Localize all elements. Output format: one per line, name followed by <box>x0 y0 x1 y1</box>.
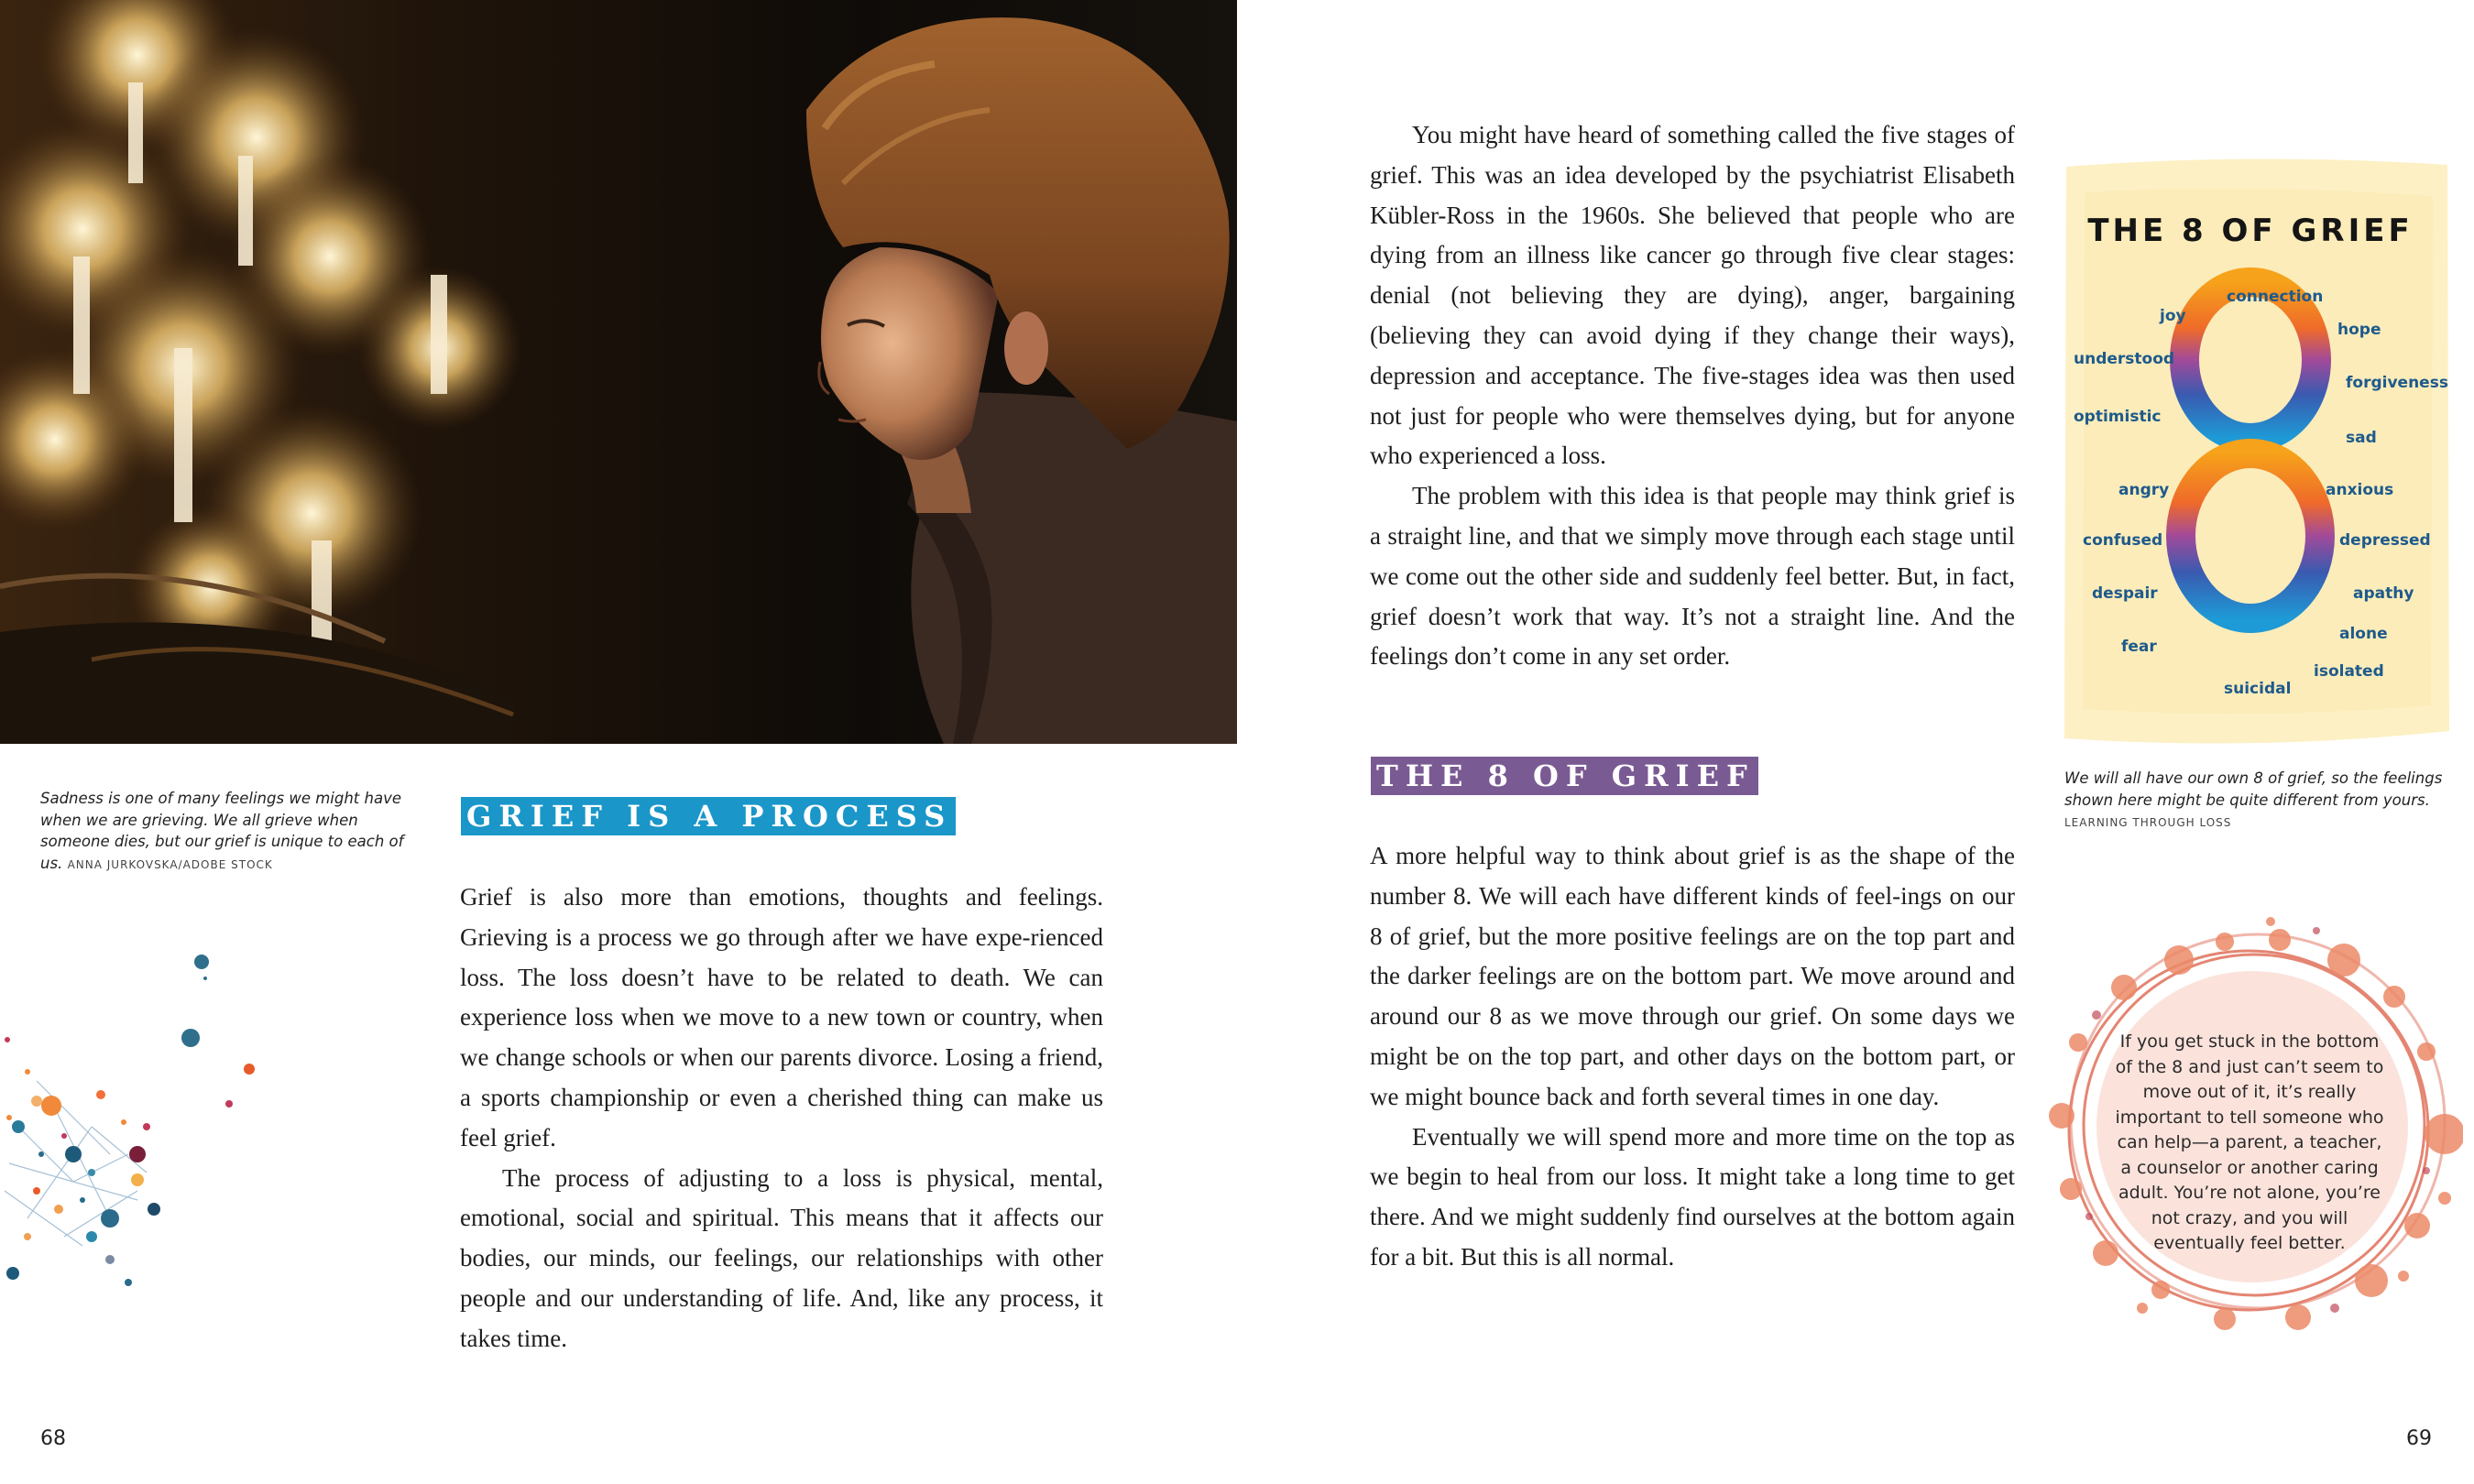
left-paragraph-2: The process of adjusting to a loss is physical, mental, emotional, social and spiritual. This means that it affects our bodies, our minds, our feelings, our relationships with other people and our understanding of life. And, like any process, it takes time. <box>460 1163 1103 1352</box>
feeling-hope: hope <box>2337 321 2381 339</box>
feeling-sad: sad <box>2346 429 2377 447</box>
feeling-angry: angry <box>2118 481 2170 499</box>
right-paragraph-3: A more helpful way to think about grief is as the shape of the number 8. We will each have different kinds of feel-ings on our 8 of grief, but the more positive feelings are on the top part and the darker feelings are on the bottom part. We move around and around our 8 as we move through our grief. On some days we might be on the top part, and other days on the bottom part, or we might bounce back and forth several times in one day. <box>1370 842 2015 1110</box>
feeling-alone: alone <box>2339 625 2388 643</box>
photo-caption-text: Sadness is one of many feelings we might have when we are grieving. We all grieve when someone dies, but our grief is unique to each of us. <box>40 790 404 872</box>
feeling-apathy: apathy <box>2353 584 2414 603</box>
tip-text: If you get stuck in the bottom of the 8 and just can’t seem to move out of it, it’s really important to tell someone who can help—a parent, a teacher, a counselor or another caring adult. You’re not alone, you’re not crazy, and you will eventually feel better. <box>2115 1031 2384 1253</box>
infographic-title: THE 8 OF GRIEF <box>2087 213 2414 249</box>
right-paragraph-1: You might have heard of something called the five stages of grief. This was an idea developed by the psychiatrist Elisabeth Kübler-Ross in the 1960s. She believed that people who are dying from an illness like cancer go through five clear stages: denial (not believing they are dying), anger, bargaining (believing they can avoid dying if they change their ways), depression and acceptance. The five-stages idea was then used not just for people who were themselves dying, but for anyone who experienced a loss. <box>1370 121 2015 470</box>
feeling-forgiveness: forgiveness <box>2346 374 2448 392</box>
feeling-despair: despair <box>2092 584 2158 603</box>
page-number-right: 69 <box>2406 1427 2432 1450</box>
right-body-text-bottom <box>1370 836 2015 1278</box>
eight-of-grief-infographic <box>2048 156 2453 749</box>
left-paragraph-1: Grief is also more than emotions, thoughts and feelings. Grieving is a process we go through after we have expe-rienced loss. The loss doesn’t have to be related to death. We can experience loss when we move to a new town or country, when we change schools or when our parents divorce. Losing a friend, a sports championship or even a cherished thing can make us feel grief. <box>460 883 1103 1151</box>
infographic-caption <box>2064 768 2449 835</box>
feeling-understood: understood <box>2074 350 2175 368</box>
infographic-credit: LEARNING THROUGH LOSS <box>2064 816 2232 829</box>
grief-is-a-process-heading: GRIEF IS A PROCESS <box>461 797 956 835</box>
decorative-network-dots <box>0 944 275 1310</box>
feeling-suicidal: suicidal <box>2224 680 2292 698</box>
feeling-optimistic: optimistic <box>2074 408 2162 426</box>
right-paragraph-4: Eventually we will spend more and more time on the top as we begin to heal from our loss. It might take a long time to get there. And we might suddenly find ourselves at the bottom again for a bit. But this is all normal. <box>1370 1122 2015 1271</box>
eight-of-grief-heading: THE 8 OF GRIEF <box>1371 757 1758 795</box>
feeling-fear: fear <box>2121 638 2157 656</box>
photo-credit: ANNA JURKOVSKA/ADOBE STOCK <box>67 857 273 871</box>
photo-caption <box>40 788 416 876</box>
boy-with-candles-photo <box>0 0 1237 744</box>
feeling-anxious: anxious <box>2326 481 2394 499</box>
feeling-isolated: isolated <box>2314 662 2384 681</box>
right-paragraph-2: The problem with this idea is that people may think grief is a straight line, and that we simply move through each stage until we come out the other side and suddenly feel better. But, in fact, grief doesn’t work that way. It’s not a straight line. And the feelings don’t come in any set order. <box>1370 482 2015 671</box>
photo-illustration <box>0 0 1237 744</box>
infographic-caption-text: We will all have our own 8 of grief, so the feelings shown here might be quite different from yours. <box>2064 769 2443 809</box>
feeling-confused: confused <box>2083 531 2163 550</box>
feeling-joy: joy <box>2160 307 2186 325</box>
page-number-left: 68 <box>40 1427 66 1450</box>
feeling-connection: connection <box>2227 288 2324 306</box>
right-body-text-top <box>1370 115 2015 677</box>
feeling-depressed: depressed <box>2339 531 2431 550</box>
left-body-text <box>460 878 1103 1359</box>
